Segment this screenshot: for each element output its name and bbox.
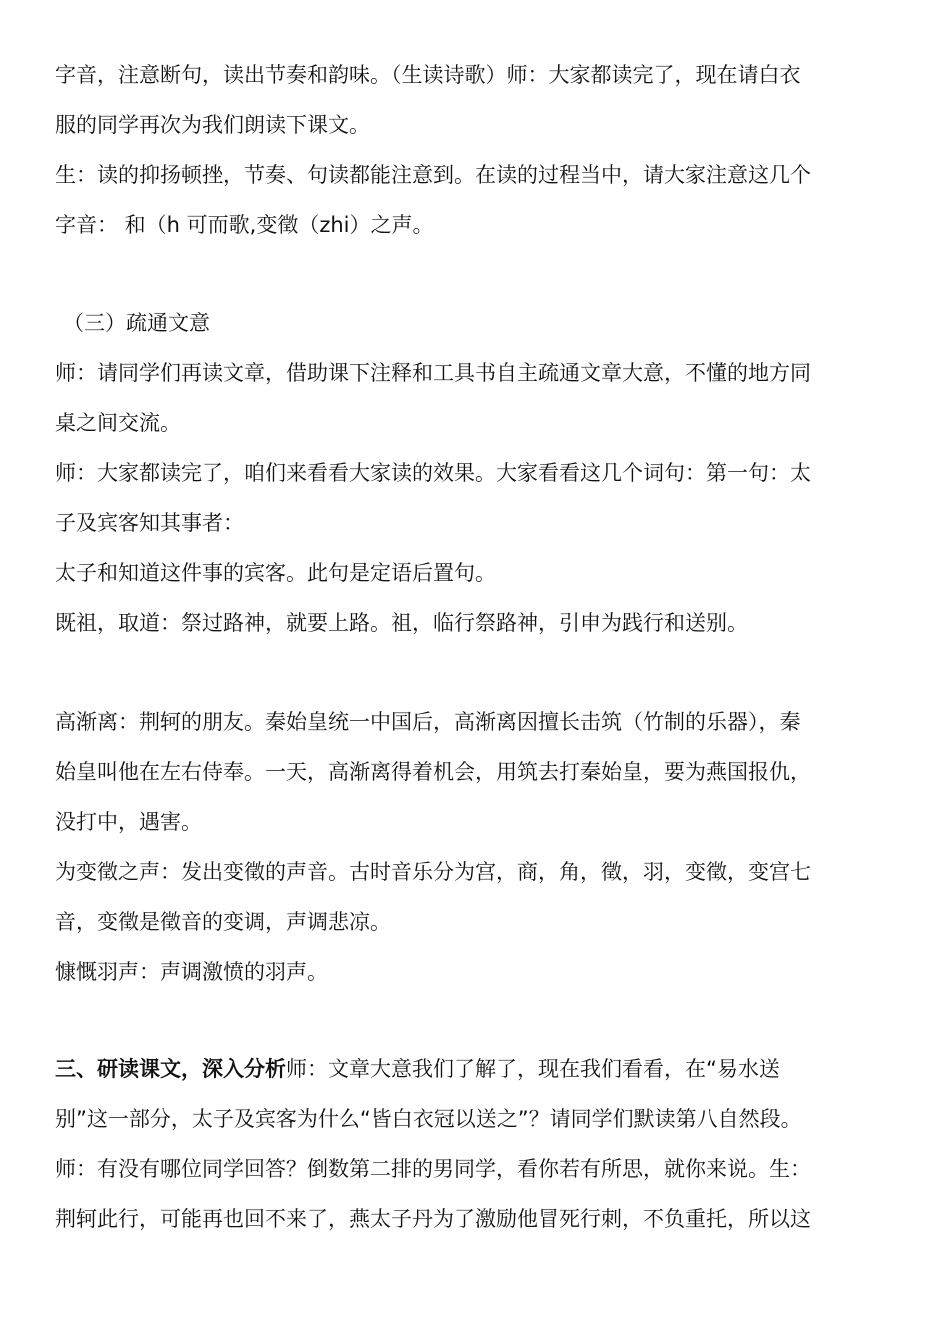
text-line: 子及宾客知其事者： <box>55 511 244 535</box>
text-line: 师：请同学们再读文章，借助课下注释和工具书自主疏通文章大意，不懂的地方同 <box>55 361 811 385</box>
text-line: 桌之间交流。 <box>55 411 181 435</box>
section-heading: （三）疏通文意 <box>63 311 210 335</box>
text-line: 服的同学再次为我们朗读下课文。 <box>55 113 370 137</box>
section-3-line <box>55 1054 935 1084</box>
section-3-text: 师：文章大意我们了解了，现在我们看看，在“易水送 <box>286 1057 780 1081</box>
text-line: 既祖，取道：祭过路神，就要上路。祖，临行祭路神，引申为践行和送别。 <box>55 611 748 635</box>
text-line: 没打中，遇害。 <box>55 810 202 834</box>
text-line: 音，变徵是徵音的变调，声调悲凉。 <box>55 910 391 934</box>
section-3-heading: 三、研读课文，深入分析 <box>55 1057 286 1081</box>
text-line: 高渐离：荆轲的朋友。秦始皇统一中国后，高渐离因擅长击筑（竹制的乐器），秦 <box>55 710 801 734</box>
text-line: 师：大家都读完了，咱们来看看大家读的效果。大家看看这几个词句：第一句：太 <box>55 461 811 485</box>
text-line: 生：读的抑扬顿挫，节奏、句读都能注意到。在读的过程当中，请大家注意这几个 <box>55 163 811 187</box>
text-line: 慷慨羽声：声调激愤的羽声。 <box>55 960 328 984</box>
text-line: 字音，注意断句，读出节奏和韵味。（生读诗歌）师：大家都读完了，现在请白衣 <box>55 63 801 87</box>
text-line: 始皇叫他在左右侍奉。一天，高渐离得着机会，用筑去打秦始皇，要为燕国报仇， <box>55 760 811 784</box>
text-line: 为变徵之声：发出变徵的声音。古时音乐分为宫，商，角，徵，羽，变徵，变宫七 <box>55 860 811 884</box>
text-line: 师：有没有哪位同学回答？倒数第二排的男同学，看你若有所思，就你来说。生： <box>55 1157 811 1181</box>
text-line: 字音： 和（h 可而歌,变徵（zhi）之声。 <box>55 213 434 237</box>
text-line: 荆轲此行，可能再也回不来了，燕太子丹为了激励他冒死行刺，不负重托，所以这 <box>55 1207 811 1231</box>
text-line: 别”这一部分，太子及宾客为什么“皆白衣冠以送之”？请同学们默读第八自然段。 <box>55 1107 802 1131</box>
text-line: 太子和知道这件事的宾客。此句是定语后置句。 <box>55 561 496 585</box>
